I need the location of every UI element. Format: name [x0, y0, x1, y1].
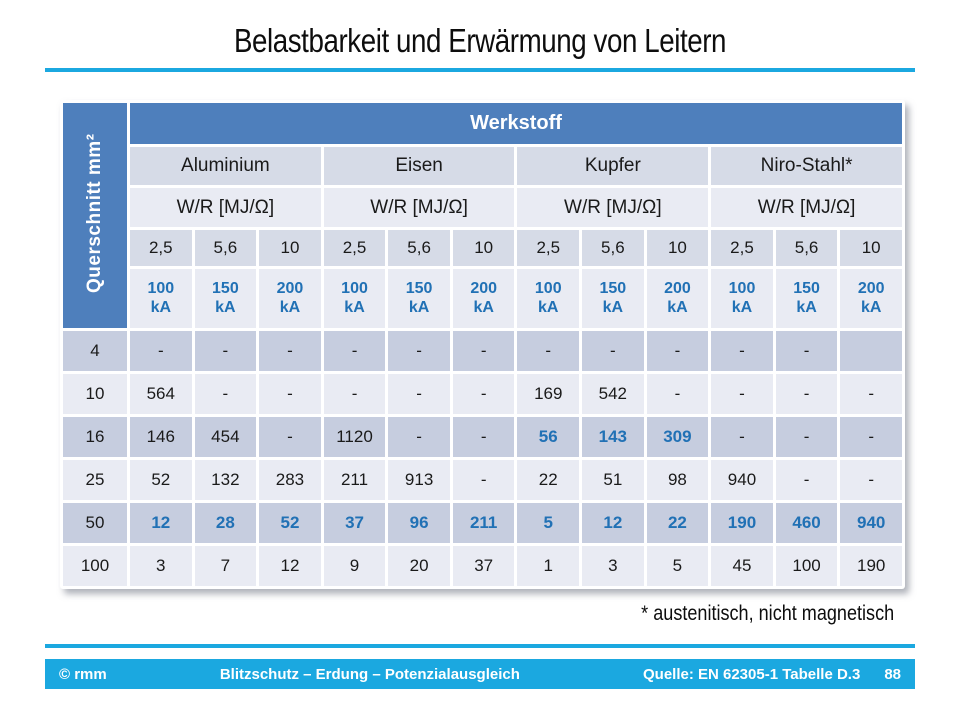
table-cell: 96 [388, 503, 450, 543]
table-cell: - [388, 374, 450, 414]
table-cell: - [711, 331, 773, 371]
conductor-table [60, 100, 905, 589]
current-cell [776, 269, 838, 328]
table-cell: 37 [324, 503, 386, 543]
current-unit: kA [279, 299, 301, 317]
unit-row [63, 188, 902, 227]
table-cell: - [259, 331, 321, 371]
table-cell: 146 [130, 417, 192, 457]
energy-tick-cell: 10 [453, 230, 515, 266]
table-cell: 913 [388, 460, 450, 500]
table-cell: - [840, 417, 902, 457]
table-row [63, 417, 902, 457]
table-cell: - [517, 331, 579, 371]
unit-header-4: W/R [MJ/Ω] [711, 188, 902, 227]
current-cell [324, 269, 386, 328]
footer-copyright: © rmm [59, 665, 107, 683]
table-cell: - [388, 417, 450, 457]
table-cell: 3 [130, 546, 192, 586]
table-cell: - [259, 374, 321, 414]
footnote: * austenitisch, nicht magnetisch [641, 602, 894, 625]
table-cell: - [453, 374, 515, 414]
table-cell: 1 [517, 546, 579, 586]
row-size-header: 16 [63, 417, 127, 457]
table-cell: 52 [259, 503, 321, 543]
table-cell: 51 [582, 460, 644, 500]
table-cell: 542 [582, 374, 644, 414]
table-cell: 22 [647, 503, 709, 543]
materials-row [63, 147, 902, 186]
table-cell: 1120 [324, 417, 386, 457]
current-unit: kA [344, 299, 365, 317]
querschnitt-header-cell [63, 103, 127, 328]
table-cell: 28 [195, 503, 257, 543]
current-unit: kA [408, 299, 430, 317]
current-unit: kA [538, 299, 559, 317]
footer-source: Quelle: EN 62305-1 Tabelle D.3 [642, 665, 861, 683]
table-cell: - [453, 460, 515, 500]
table-cell: - [840, 374, 902, 414]
current-row [63, 269, 902, 328]
table-row [63, 374, 902, 414]
current-value: 100 [341, 280, 368, 298]
current-value: 200 [664, 280, 691, 298]
unit-header-2: W/R [MJ/Ω] [324, 188, 515, 227]
table-cell: 940 [840, 503, 902, 543]
table-cell: 5 [517, 503, 579, 543]
current-cell [517, 269, 579, 328]
energy-tick-cell: 5,6 [388, 230, 450, 266]
current-unit: kA [860, 299, 882, 317]
table-cell: 20 [388, 546, 450, 586]
table-cell: - [130, 331, 192, 371]
current-value: 150 [793, 280, 820, 298]
table-cell: 12 [259, 546, 321, 586]
table-cell: 52 [130, 460, 192, 500]
current-unit: kA [796, 299, 817, 317]
table-cell: 190 [840, 546, 902, 586]
table-cell: - [324, 331, 386, 371]
table-cell: - [388, 331, 450, 371]
footer-topic: Blitzschutz – Erdung – Potenzialausgleich [219, 665, 520, 683]
energy-tick-cell: 2,5 [130, 230, 192, 266]
energy-tick-cell: 5,6 [776, 230, 838, 266]
current-value: 200 [857, 280, 885, 298]
table-cell: - [324, 374, 386, 414]
table-row [63, 503, 902, 543]
table-cell: 940 [711, 460, 773, 500]
werkstoff-header: Werkstoff [130, 103, 902, 144]
current-value: 150 [405, 280, 433, 298]
table-cell: 7 [195, 546, 257, 586]
table-cell: 9 [324, 546, 386, 586]
current-value: 100 [147, 280, 175, 298]
table-cell: 45 [711, 546, 773, 586]
table-cell: - [195, 374, 257, 414]
current-cell [582, 269, 644, 328]
energy-ticks-row [63, 230, 902, 266]
table-cell: 143 [582, 417, 644, 457]
table-cell: - [647, 374, 709, 414]
werkstoff-row [63, 103, 902, 144]
table-cell: - [776, 417, 838, 457]
material-header-4: Niro-Stahl* [711, 147, 902, 186]
current-value: 150 [599, 280, 627, 298]
current-value: 100 [728, 280, 756, 298]
material-header-3: Kupfer [517, 147, 708, 186]
current-cell [453, 269, 515, 328]
table-cell: - [840, 460, 902, 500]
current-cell [259, 269, 321, 328]
energy-tick-cell: 2,5 [517, 230, 579, 266]
current-cell [130, 269, 192, 328]
current-unit: kA [215, 299, 236, 317]
current-cell [840, 269, 902, 328]
table-cell: 190 [711, 503, 773, 543]
energy-tick-cell: 10 [840, 230, 902, 266]
table-cell: 100 [776, 546, 838, 586]
table-cell: - [776, 460, 838, 500]
footer-bar [45, 659, 915, 689]
row-size-header: 10 [63, 374, 127, 414]
energy-tick-cell: 10 [259, 230, 321, 266]
table-cell: - [582, 331, 644, 371]
unit-header-3: W/R [MJ/Ω] [517, 188, 708, 227]
table-cell: 56 [517, 417, 579, 457]
table-cell: - [776, 331, 838, 371]
table-cell: 3 [582, 546, 644, 586]
row-size-header: 25 [63, 460, 127, 500]
table-cell: - [647, 331, 709, 371]
footer-page-number: 88 [884, 665, 901, 683]
table-cell: - [711, 417, 773, 457]
material-header-2: Eisen [324, 147, 515, 186]
table-row [63, 331, 902, 371]
footer-divider [45, 644, 915, 648]
table-cell: 283 [259, 460, 321, 500]
material-header-1: Aluminium [130, 147, 321, 186]
energy-tick-cell: 10 [647, 230, 709, 266]
table-cell: - [195, 331, 257, 371]
current-unit: kA [731, 299, 753, 317]
row-size-header: 4 [63, 331, 127, 371]
conductor-table-container [60, 100, 905, 589]
table-cell: - [453, 417, 515, 457]
row-size-header: 50 [63, 503, 127, 543]
table-body [63, 331, 902, 586]
table-cell: 211 [324, 460, 386, 500]
current-unit: kA [473, 299, 494, 317]
row-size-header: 100 [63, 546, 127, 586]
table-cell: 309 [647, 417, 709, 457]
energy-tick-cell: 5,6 [195, 230, 257, 266]
table-cell: - [776, 374, 838, 414]
energy-tick-cell: 2,5 [324, 230, 386, 266]
table-cell: 37 [453, 546, 515, 586]
current-cell [195, 269, 257, 328]
current-cell [388, 269, 450, 328]
current-cell [647, 269, 709, 328]
table-cell: 12 [130, 503, 192, 543]
table-cell [840, 331, 902, 371]
table-cell: 98 [647, 460, 709, 500]
energy-tick-cell: 2,5 [711, 230, 773, 266]
current-unit: kA [602, 299, 624, 317]
table-row [63, 460, 902, 500]
current-value: 100 [534, 280, 562, 298]
table-cell: 454 [195, 417, 257, 457]
current-value: 200 [470, 280, 498, 298]
table-cell: 132 [195, 460, 257, 500]
querschnitt-label: Querschnitt mm² [84, 133, 105, 293]
table-cell: 564 [130, 374, 192, 414]
title-underline [45, 68, 915, 72]
energy-tick-cell: 5,6 [582, 230, 644, 266]
table-cell: - [259, 417, 321, 457]
table-cell: - [453, 331, 515, 371]
table-cell: 211 [453, 503, 515, 543]
table-cell: 5 [647, 546, 709, 586]
current-cell [711, 269, 773, 328]
unit-header-1: W/R [MJ/Ω] [130, 188, 321, 227]
table-cell: 12 [582, 503, 644, 543]
current-unit: kA [667, 299, 688, 317]
table-cell: - [711, 374, 773, 414]
current-value: 200 [276, 280, 304, 298]
page-title: Belastbarkeit und Erwärmung von Leitern [233, 22, 727, 59]
table-cell: 169 [517, 374, 579, 414]
table-row [63, 546, 902, 586]
table-cell: 460 [776, 503, 838, 543]
current-value: 150 [212, 280, 239, 298]
table-cell: 22 [517, 460, 579, 500]
current-unit: kA [150, 299, 172, 317]
